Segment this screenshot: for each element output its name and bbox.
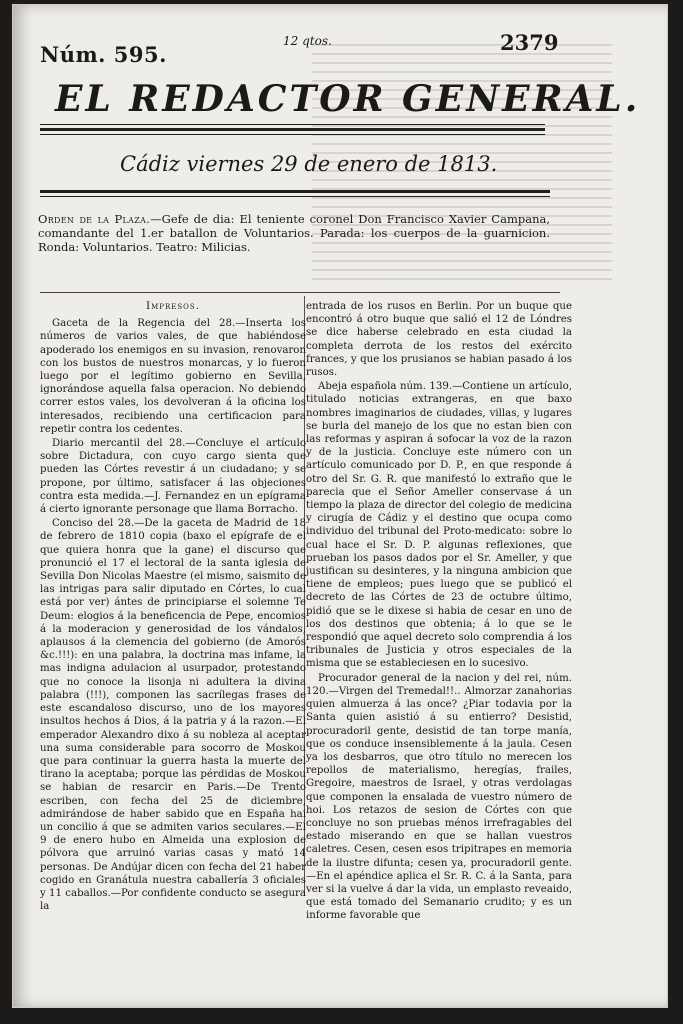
masthead-title: EL REDACTOR GENERAL. (55, 78, 641, 120)
left-column (40, 300, 306, 914)
dateline-rule-thin (40, 196, 550, 197)
section-rule (40, 292, 560, 293)
conciso-paragraph: Conciso del 28.—De la gaceta de Madrid de 18 de febrero de 1810 copia (baxo el epígrafe de el que quiera honra que la gane) el discurso que pronunció el 17 el lectoral de la santa iglesia de Sevilla Don Nicolas Maestre (el mismo, saismito de las intrigas para salir diputado en Córtes, lo cual está por ver) ántes de principiarse el solemne Te Deum: elogios á la beneficencia de Pepe, encomios á la moderacion y generosidad de los vándalos, aplausos á la clemencia del gobierno (de Amorós &c.!!!): en una palabra, la doctrina mas infame, la mas indigna adulacion al usurpador, protestando que no conoce la lisonja ni adultera la divina palabra (!!!), componen las sacrílegas frases de este escandaloso discurso, uno de los mayores insultos hechos á Dios, á la patria y á la razon.—El emperador Alexandro dixo á su nobleza al aceptar una suma considerable para socorro de Moskou que para continuar la guerra hasta la muerte del tirano la aceptaba; porque las pérdidas de Moskou se habian de resarcir en Paris.—De Trento escriben, con fecha del 25 de diciembre, admirándose de haber sabido que en España hai un concilio á que se admiten varios seculares.—El 9 de enero hubo en Almeida una explosion de pólvora que arruinó varias casas y mató 14 personas. De Andújar dicen con fecha del 21 haber cogido en Granátula nuestra caballería 3 oficiales y 11 caballos.—Por confidente conducto se asegura la (40, 518, 306, 913)
page-number: 2379 (500, 30, 559, 55)
price-note: 12 qtos. (283, 34, 332, 48)
abeja-paragraph: Abeja española núm. 139.—Contiene un artículo, titulado noticias extrangeras, en que baxo nombres imaginarios de ciudades, villas, y lugares se burla del manejo de los que no estan bien con las reformas y aspiran á sofocar la voz de la razon y de la justicia. Concluye este número con un artículo comunicado por D. P., en que responde á otro del Sr. G. R. que manifestó lo extraño que le parecia que el Señor Ameller conservase á un tiempo la plaza de director del colegio de medicina y cirugía de Cádiz y el destino que ocupa como individuo del tribunal del Proto-medicato: sobre lo cual hace el Sr. D. P. algunas reflexiones, que prueban los pasos dados por el Sr. Ameller, y que justifican su desinteres, y la ninguna ambicion que tiene de empleos; pues luego que se publicó el decreto de las Córtes de 23 de octubre último, pidió que se le dixese si habia de cesar en uno de los dos destinos que obtenia; á lo que se le respondió que aquel decreto solo comprendia á los tribunales de Justicia y otros especiales de la misma que se estableciesen en lo sucesivo. (306, 381, 572, 670)
masthead-rule-top (40, 124, 545, 125)
dateline: Cádiz viernes 29 de enero de 1813. (120, 152, 498, 176)
masthead-rule-bottom (40, 134, 545, 135)
masthead-rule (40, 128, 545, 131)
orden-de-la-plaza (38, 212, 550, 254)
gaceta-paragraph: Gaceta de la Regencia del 28.—Inserta los números de varios vales, de que habiéndose apoderado los enemigos en su invasion, renovaron con los bustos de nuestros monarcas, y lo fueron luego por el legítimo gobierno en Sevilla, ignorándose aquella falsa operacion. No debiendo correr estos vales, los devolveran á la oficina los interesados, recibiendo una certificacion para repetir contra los cedentes. (40, 318, 306, 435)
continuation-paragraph: entrada de los rusos en Berlin. Por un buque que encontró á otro buque que salió el 12 de Lóndres se dice haberse celebrado en esta ciudad la completa derrota de los restos del exército frances, y que los prusianos se habian pasado á los rusos. (306, 301, 572, 379)
right-column (306, 300, 572, 924)
dateline-rule (40, 190, 550, 193)
procurador-paragraph: Procurador general de la nacion y del rei, núm. 120.—Virgen del Tremedal!!.. Almorzar zanahorias quien almuerza á las once? ¿Piar todavia por la Santa quien asistió á su entierro? Desistid, procuradoril gente, desistid de tan torpe manía, que os conduce insensiblemente á la jaula. Cesen ya los desbarros, que otro título no merecen los repollos de materialismo, heregías, frailes, Gregoire, maestros de Israel, y otras verdolagas que componen la ensalada de vuestro número de hoi. Los retazos de sesion de Córtes con que concluye no son pruebas ménos irrefragables del estado miserando en que se hallan vuestros caletres. Cesen, cesen esos tripitrapes en memoria de la ilustre difunta; cesen ya, procuradoril gente.—En el apéndice aplica el Sr. R. C. á la Santa, para ver si la vuelve á dar la vida, un emplasto reveaido, que está tomado del Semanario crudito; y es un informe favorable que (306, 672, 572, 922)
orden-text: —Gefe de dia: El teniente coronel Don Francisco Xavier Campana, comandante del 1.er batallon de Voluntarios. Parada: los cuerpos de la guarnicion. Ronda: Voluntarios. Teatro: Milicias. (38, 212, 550, 254)
orden-label: Orden de la Plaza. (38, 212, 151, 226)
issue-number: Núm. 595. (40, 42, 167, 67)
diario-paragraph: Diario mercantil del 28.—Concluye el artículo sobre Dictadura, con cuyo cargo sienta que pueden las Córtes revestir á un ciudadano; y se propone, por último, satisfacer á las objeciones contra esta medida.—J. Fernandez en un epígrama á cierto ignorante personage que llama Borracho. (40, 438, 306, 516)
section-heading: Impresos. (145, 300, 201, 312)
